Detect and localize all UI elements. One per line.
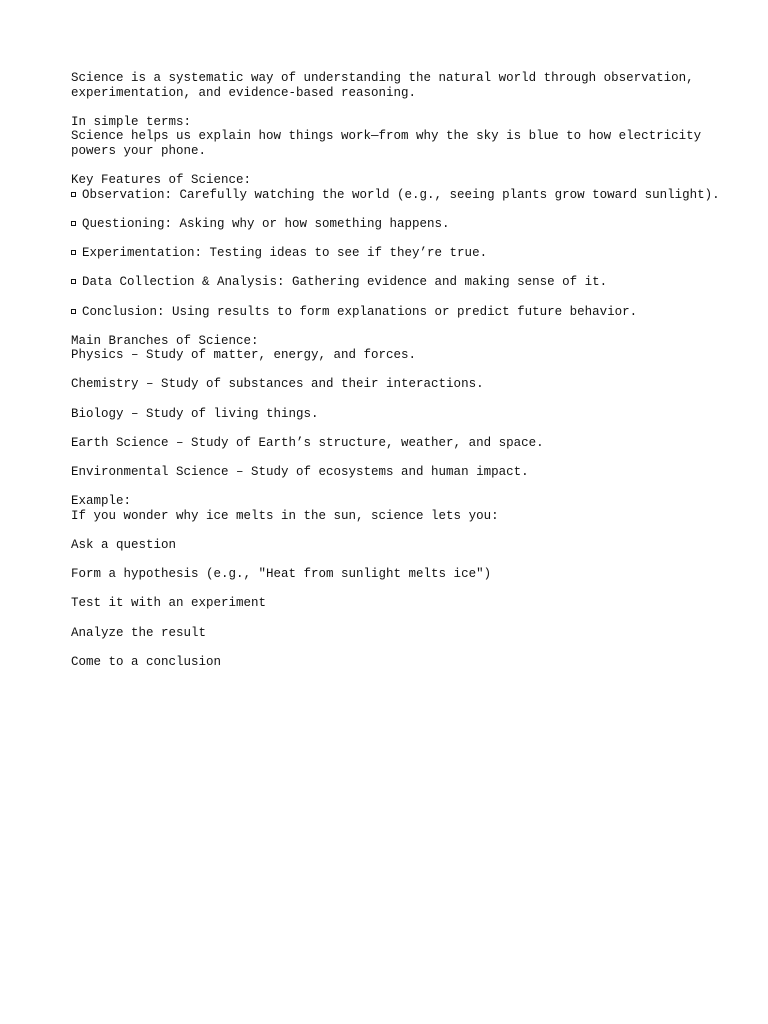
square-bullet-icon (71, 192, 76, 197)
simple-terms-heading: In simple terms: (71, 114, 192, 129)
intro-paragraph: Science is a systematic way of understanding the natural world through observation, experimentation, and evidence-based reasoning. (71, 71, 702, 100)
feature-text: Questioning: Asking why or how something happens. (82, 216, 450, 231)
feature-text: Data Collection & Analysis: Gathering evidence and making sense of it. (82, 275, 608, 290)
square-bullet-icon (71, 221, 76, 226)
feature-item (71, 305, 721, 320)
feature-text: Conclusion: Using results to form explanations or predict future behavior. (82, 304, 638, 319)
example-step: Form a hypothesis (e.g., "Heat from sunlight melts ice") (71, 567, 492, 582)
branches-heading: Main Branches of Science: (71, 333, 259, 348)
feature-text: Observation: Carefully watching the world (e.g., seeing plants grow toward sunlight). (82, 187, 720, 202)
features-section (71, 173, 721, 202)
simple-terms-text: Science helps us explain how things work—from why the sky is blue to how electricity powers your phone. (71, 129, 709, 158)
example-step: Ask a question (71, 538, 177, 552)
example-step: Test it with an experiment (71, 596, 267, 611)
feature-item (71, 217, 721, 232)
example-step: Analyze the result (71, 625, 207, 640)
square-bullet-icon (71, 250, 76, 255)
example-text: If you wonder why ice melts in the sun, science lets you: (71, 508, 499, 523)
feature-item (71, 188, 721, 203)
square-bullet-icon (71, 279, 76, 284)
features-heading: Key Features of Science: (71, 173, 252, 188)
square-bullet-icon (71, 309, 76, 314)
example-heading: Example: (71, 494, 132, 509)
branch-item: Biology – Study of living things. (71, 406, 319, 421)
branch-item: Chemistry – Study of substances and their interactions. (71, 377, 484, 392)
simple-terms-section (71, 115, 721, 159)
feature-item (71, 246, 721, 261)
example-step: Come to a conclusion (71, 654, 222, 669)
feature-text: Experimentation: Testing ideas to see if they’re true. (82, 246, 488, 261)
document-page (71, 71, 721, 684)
branches-section (71, 334, 721, 363)
branch-item: Environmental Science – Study of ecosystems and human impact. (71, 465, 529, 480)
example-section (71, 494, 721, 523)
branch-item: Earth Science – Study of Earth’s structure, weather, and space. (71, 435, 544, 450)
branch-item: Physics – Study of matter, energy, and forces. (71, 348, 417, 363)
feature-item (71, 275, 721, 290)
